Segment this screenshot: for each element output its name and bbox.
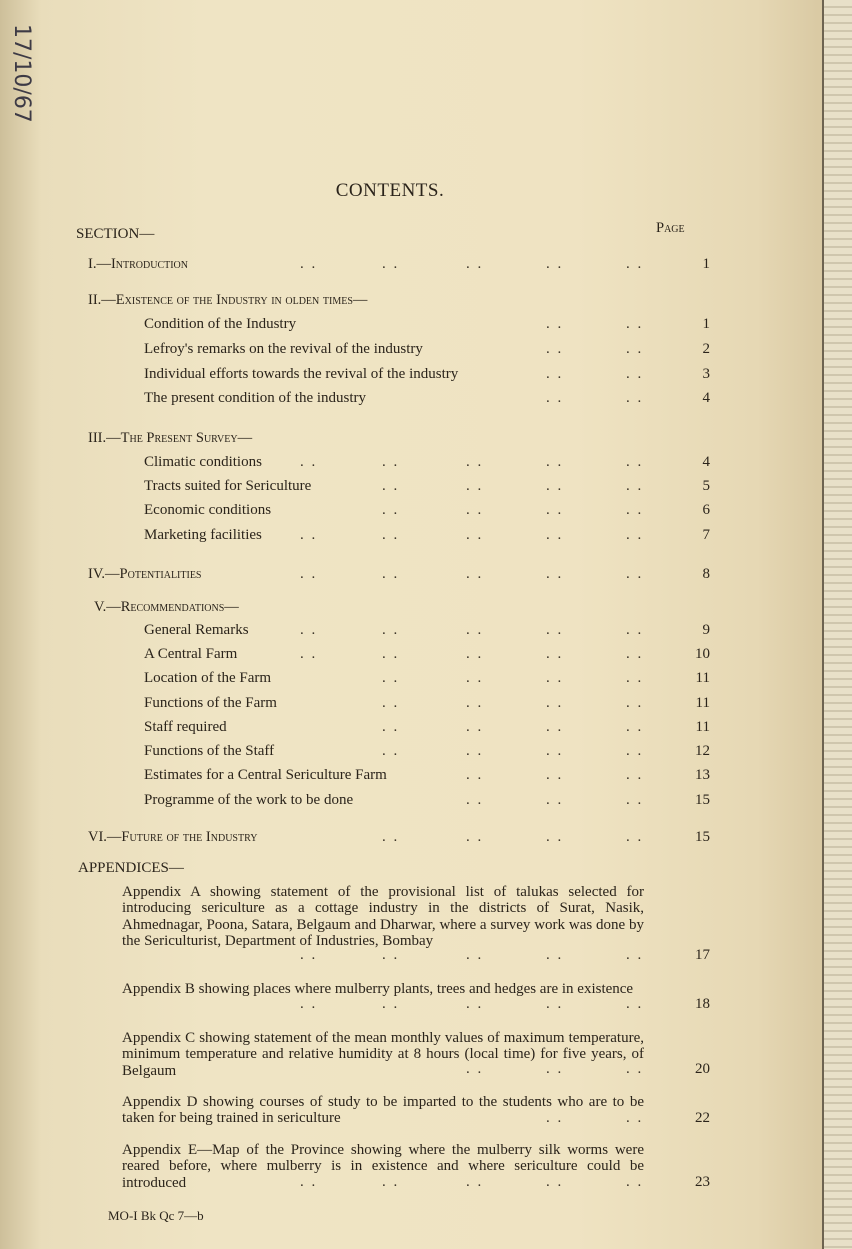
dot-leader: . .: [546, 829, 564, 845]
dot-leader: . .: [466, 996, 484, 1012]
dot-leader: . .: [546, 1174, 564, 1190]
dot-leader: . .: [626, 1061, 644, 1077]
dot-leader: . .: [546, 366, 564, 382]
dot-leader: . .: [382, 527, 400, 543]
page-number: 22: [695, 1110, 710, 1126]
dot-leader: . .: [546, 527, 564, 543]
dot-leader: . .: [466, 646, 484, 662]
dot-leader: . .: [300, 996, 318, 1012]
page-number: 8: [702, 566, 710, 582]
dot-leader: . .: [546, 478, 564, 494]
page-number: 1: [702, 256, 710, 272]
dot-leader: . .: [626, 366, 644, 382]
dot-leader: . .: [466, 767, 484, 783]
dot-leader: . .: [546, 316, 564, 332]
dot-leader: . .: [466, 502, 484, 518]
dot-leader: . .: [382, 646, 400, 662]
page-number: 20: [695, 1061, 710, 1077]
dot-leader: . .: [382, 622, 400, 638]
dot-leader: . .: [300, 1174, 318, 1190]
dot-leader: . .: [300, 527, 318, 543]
dot-leader: . .: [382, 454, 400, 470]
appendix-entry: [122, 1030, 644, 1079]
page-number: 11: [695, 695, 710, 711]
toc-entry: Functions of the Staff: [144, 743, 275, 759]
page-number: 9: [702, 622, 710, 638]
page-number: 13: [695, 767, 710, 783]
page-number: 3: [702, 366, 710, 382]
dot-leader: . .: [626, 566, 644, 582]
dot-leader: . .: [546, 646, 564, 662]
dot-leader: . .: [382, 695, 400, 711]
appendix-entry: [122, 1094, 644, 1127]
dot-leader: . .: [546, 792, 564, 808]
dot-leader: . .: [382, 478, 400, 494]
dot-leader: . .: [626, 996, 644, 1012]
dot-leader: . .: [546, 947, 564, 963]
page-number: 18: [695, 996, 710, 1012]
appendix-entry: [122, 884, 644, 950]
appendix-text: Appendix E—Map of the Province showing where the mulberry silk worms were reared before, where mulberry is in existence and where sericulture could be introduced: [122, 1142, 644, 1191]
dot-leader: . .: [382, 829, 400, 845]
toc-entry: Economic conditions: [144, 502, 272, 518]
appendix-text: Appendix D showing courses of study to be imparted to the students who are to be taken for being trained in sericulture: [122, 1094, 644, 1127]
printer-footer: MO-I Bk Qc 7—b: [108, 1208, 204, 1223]
dot-leader: . .: [626, 527, 644, 543]
dot-leader: . .: [546, 767, 564, 783]
page-column-label: Page: [656, 220, 685, 236]
dot-leader: . .: [626, 743, 644, 759]
dot-leader: . .: [382, 719, 400, 735]
dot-leader: . .: [546, 719, 564, 735]
dot-leader: . .: [626, 792, 644, 808]
toc-entry: Programme of the work to be done: [144, 792, 354, 808]
dot-leader: . .: [300, 256, 318, 272]
dot-leader: . .: [626, 316, 644, 332]
appendix-text: Appendix C showing statement of the mean monthly values of maximum temperature, minimum temperature and relative humidity at 8 hours (local time) for five years, of Belgaum: [122, 1030, 644, 1079]
dot-leader: . .: [466, 478, 484, 494]
dot-leader: . .: [466, 670, 484, 686]
dot-leader: . .: [626, 1110, 644, 1126]
dot-leader: . .: [626, 454, 644, 470]
dot-leader: . .: [466, 1174, 484, 1190]
dot-leader: . .: [546, 566, 564, 582]
toc-entry: Condition of the Industry: [144, 316, 297, 332]
page-number: 5: [702, 478, 710, 494]
page-number: 4: [702, 390, 710, 406]
dot-leader: . .: [466, 622, 484, 638]
toc-entry: Tracts suited for Sericulture: [144, 478, 312, 494]
dot-leader: . .: [626, 767, 644, 783]
page-number: 12: [695, 743, 710, 759]
dot-leader: . .: [382, 502, 400, 518]
dot-leader: . .: [626, 719, 644, 735]
toc-entry: Climatic conditions: [144, 454, 262, 470]
dot-leader: . .: [466, 719, 484, 735]
dot-leader: . .: [382, 996, 400, 1012]
page-number: 10: [695, 646, 710, 662]
page-number: 1: [702, 316, 710, 332]
page-number: 15: [695, 829, 710, 845]
page-number: 2: [702, 341, 710, 357]
dot-leader: . .: [546, 454, 564, 470]
dot-leader: . .: [546, 1061, 564, 1077]
dot-leader: . .: [382, 743, 400, 759]
dot-leader: . .: [626, 502, 644, 518]
page-edge: [822, 0, 852, 1249]
dot-leader: . .: [300, 454, 318, 470]
page-number: 17: [695, 947, 710, 963]
toc-entry: Estimates for a Central Sericulture Farm: [144, 767, 387, 783]
dot-leader: . .: [466, 947, 484, 963]
section-heading: V.—Recommendations—: [94, 599, 239, 615]
toc-entry: General Remarks: [144, 622, 249, 638]
dot-leader: . .: [382, 670, 400, 686]
toc-entry: Individual efforts towards the revival of the industry: [144, 366, 459, 382]
dot-leader: . .: [546, 390, 564, 406]
dot-leader: . .: [546, 743, 564, 759]
section-heading: VI.—Future of the Industry: [88, 829, 258, 845]
section-column-label: SECTION—: [76, 226, 155, 242]
toc-entry: The present condition of the industry: [144, 390, 367, 406]
appendix-entry: [122, 981, 644, 997]
dot-leader: . .: [466, 792, 484, 808]
dot-leader: . .: [626, 256, 644, 272]
dot-leader: . .: [546, 256, 564, 272]
dot-leader: . .: [466, 695, 484, 711]
dot-leader: . .: [546, 695, 564, 711]
dot-leader: . .: [300, 947, 318, 963]
dot-leader: . .: [626, 829, 644, 845]
dot-leader: . .: [626, 670, 644, 686]
appendices-heading: APPENDICES—: [78, 860, 184, 876]
dot-leader: . .: [382, 256, 400, 272]
dot-leader: . .: [466, 829, 484, 845]
page-number: 11: [695, 670, 710, 686]
section-heading: II.—Existence of the Industry in olden times—: [88, 292, 368, 308]
dot-leader: . .: [546, 622, 564, 638]
dot-leader: . .: [382, 1174, 400, 1190]
dot-leader: . .: [626, 695, 644, 711]
appendix-text: Appendix B showing places where mulberry plants, trees and hedges are in existence: [122, 981, 634, 997]
page-number: 7: [702, 527, 710, 543]
page-number: 11: [695, 719, 710, 735]
dot-leader: . .: [626, 622, 644, 638]
toc-entry: Location of the Farm: [144, 670, 272, 686]
toc-entry: Marketing facilities: [144, 527, 262, 543]
page-number: 4: [702, 454, 710, 470]
dot-leader: . .: [300, 622, 318, 638]
page-title: CONTENTS.: [335, 180, 445, 201]
dot-leader: . .: [466, 256, 484, 272]
dot-leader: . .: [300, 566, 318, 582]
page-number: 23: [695, 1174, 710, 1190]
dot-leader: . .: [626, 390, 644, 406]
page-number: 6: [702, 502, 710, 518]
dot-leader: . .: [466, 527, 484, 543]
dot-leader: . .: [546, 341, 564, 357]
dot-leader: . .: [466, 454, 484, 470]
appendix-text: Appendix A showing statement of the provisional list of talukas selected for introducing sericulture as a cottage industry in the districts of Surat, Nasik, Ahmednagar, Poona, Satara, Belgaum and Dharwar, where a survey work was done by the Sericulturist, Department of Industries, Bombay: [122, 884, 644, 950]
section-heading: III.—The Present Survey—: [88, 430, 253, 446]
dot-leader: . .: [466, 1061, 484, 1077]
dot-leader: . .: [300, 646, 318, 662]
section-heading: I.—Introduction: [88, 256, 188, 272]
dot-leader: . .: [546, 502, 564, 518]
dot-leader: . .: [466, 743, 484, 759]
dot-leader: . .: [626, 341, 644, 357]
handwritten-margin-note: [9, 24, 34, 52]
dot-leader: . .: [382, 566, 400, 582]
section-heading: IV.—Potentialities: [88, 566, 202, 582]
dot-leader: . .: [382, 947, 400, 963]
toc-entry: A Central Farm: [144, 646, 238, 662]
page-number: 15: [695, 792, 710, 808]
dot-leader: . .: [626, 646, 644, 662]
dot-leader: . .: [546, 670, 564, 686]
dot-leader: . .: [626, 947, 644, 963]
dot-leader: . .: [626, 478, 644, 494]
dot-leader: . .: [546, 996, 564, 1012]
dot-leader: . .: [546, 1110, 564, 1126]
dot-leader: . .: [466, 566, 484, 582]
toc-entry: Functions of the Farm: [144, 695, 277, 711]
toc-entry: Lefroy's remarks on the revival of the industry: [144, 341, 423, 357]
toc-entry: Staff required: [144, 719, 227, 735]
dot-leader: . .: [626, 1174, 644, 1190]
